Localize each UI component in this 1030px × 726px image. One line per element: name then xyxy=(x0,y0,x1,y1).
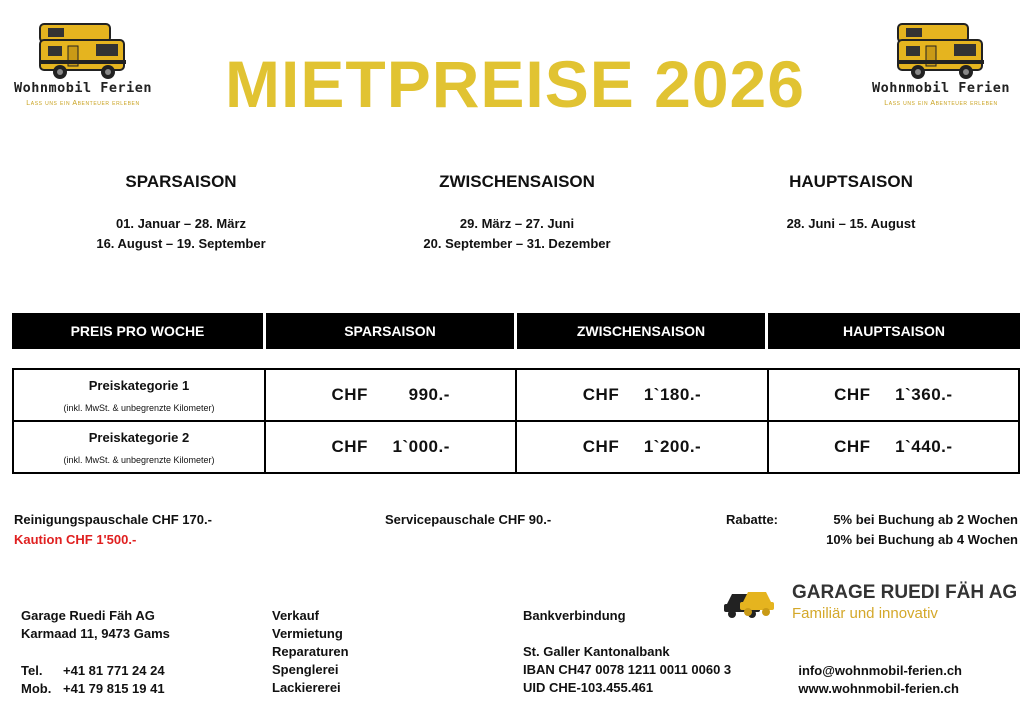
service-item: Spenglerei xyxy=(272,662,339,677)
tel-label: Tel. xyxy=(21,663,43,678)
currency: CHF xyxy=(834,437,871,456)
price-value: 1`440.- xyxy=(895,437,953,456)
category-name: Preiskategorie 2 xyxy=(88,429,190,445)
table-row xyxy=(13,369,1019,421)
price-cell xyxy=(768,421,1019,473)
company-uid: UID CHE-103.455.461 xyxy=(523,680,654,695)
price-value: 1`180.- xyxy=(643,385,702,404)
company-address: Karmaad 11, 9473 Gams xyxy=(21,626,170,641)
logo-left xyxy=(8,8,158,118)
category-note: (inkl. MwSt. & unbegrenzte Kilometer) xyxy=(63,402,215,413)
tel-number: +41 81 771 24 24 xyxy=(63,663,165,678)
price-cell xyxy=(516,369,767,421)
table-header-zwischen: ZWISCHENSAISON xyxy=(517,313,765,349)
bank-iban: IBAN CH47 0078 1211 0011 0060 3 xyxy=(523,662,732,677)
garage-slogan: Familiär und innovativ xyxy=(792,605,938,622)
season-zwischen xyxy=(392,172,642,254)
service-fee: Servicepauschale CHF 90.- xyxy=(385,512,552,527)
mob-label: Mob. xyxy=(21,681,52,696)
logo-brand: Wohnmobil Ferien xyxy=(871,80,1011,96)
price-value: 1`360.- xyxy=(895,385,953,404)
logo-tagline: Lass uns ein Abenteuer erleben xyxy=(884,100,998,107)
service-item: Lackiererei xyxy=(272,680,341,695)
bank-block xyxy=(523,643,731,697)
currency: CHF xyxy=(834,385,871,404)
company-name: Garage Ruedi Fäh AG xyxy=(21,608,155,623)
table-row xyxy=(13,421,1019,473)
season-dates-line1: 01. Januar – 28. März xyxy=(115,216,247,231)
price-value: 1`000.- xyxy=(392,437,450,456)
currency: CHF xyxy=(331,437,368,456)
website-link[interactable]: www.wohnmobil-ferien.ch xyxy=(798,681,959,696)
camper-icon xyxy=(38,16,130,82)
service-item: Vermietung xyxy=(272,626,343,641)
season-dates-line2: 16. August – 19. September xyxy=(96,236,266,251)
logo-brand: Wohnmobil Ferien xyxy=(13,80,153,96)
discount-2-weeks: 5% bei Buchung ab 2 Wochen xyxy=(833,512,1018,527)
bank-name: St. Galler Kantonalbank xyxy=(523,644,670,659)
season-name: HAUPTSAISON xyxy=(789,172,913,191)
season-spar xyxy=(66,172,296,254)
season-dates-line1: 28. Juni – 15. August xyxy=(786,216,916,231)
discount-label: Rabatte: xyxy=(726,512,779,527)
price-cell xyxy=(265,369,516,421)
page-title: MIETPREISE 2026 xyxy=(225,47,805,121)
phone-block xyxy=(21,662,165,698)
season-name: ZWISCHENSAISON xyxy=(439,172,595,191)
season-dates-line2: 20. September – 31. Dezember xyxy=(423,236,611,251)
services-list xyxy=(272,607,349,697)
season-name: SPARSAISON xyxy=(125,172,237,191)
logo-right xyxy=(866,8,1016,118)
table-header-haupt: HAUPTSAISON xyxy=(768,313,1020,349)
discount-4-weeks: 10% bei Buchung ab 4 Wochen xyxy=(826,532,1018,547)
category-note: (inkl. MwSt. & unbegrenzte Kilometer) xyxy=(63,454,215,465)
service-item: Verkauf xyxy=(272,608,319,623)
currency: CHF xyxy=(331,385,368,404)
season-haupt xyxy=(736,172,966,234)
category-name: Preiskategorie 1 xyxy=(88,377,190,393)
camper-icon xyxy=(896,16,988,82)
price-cell xyxy=(265,421,516,473)
price-cell xyxy=(516,421,767,473)
price-value: 990.- xyxy=(408,385,450,404)
email-link[interactable]: info@wohnmobil-ferien.ch xyxy=(798,663,962,678)
car-icon xyxy=(722,578,776,620)
table-header-preis: PREIS PRO WOCHE xyxy=(12,313,263,349)
garage-name: GARAGE RUEDI FÄH AG xyxy=(792,582,1018,603)
mob-number: +41 79 815 19 41 xyxy=(63,681,165,696)
price-table xyxy=(12,368,1020,474)
web-block xyxy=(798,662,962,698)
contact-block xyxy=(21,607,170,643)
category-cell xyxy=(13,421,265,473)
price-cell xyxy=(768,369,1019,421)
cleaning-fee: Reinigungspauschale CHF 170.- xyxy=(14,512,212,527)
currency: CHF xyxy=(582,437,620,456)
deposit: Kaution CHF 1'500.- xyxy=(14,532,137,547)
garage-logo xyxy=(722,576,1022,624)
price-value: 1`200.- xyxy=(643,437,702,456)
logo-tagline: Lass uns ein Abenteuer erleben xyxy=(26,100,140,107)
currency: CHF xyxy=(582,385,620,404)
service-item: Reparaturen xyxy=(272,644,349,659)
season-dates-line1: 29. März – 27. Juni xyxy=(459,216,575,231)
bank-label: Bankverbindung xyxy=(523,608,626,623)
table-header-spar: SPARSAISON xyxy=(266,313,514,349)
category-cell xyxy=(13,369,265,421)
